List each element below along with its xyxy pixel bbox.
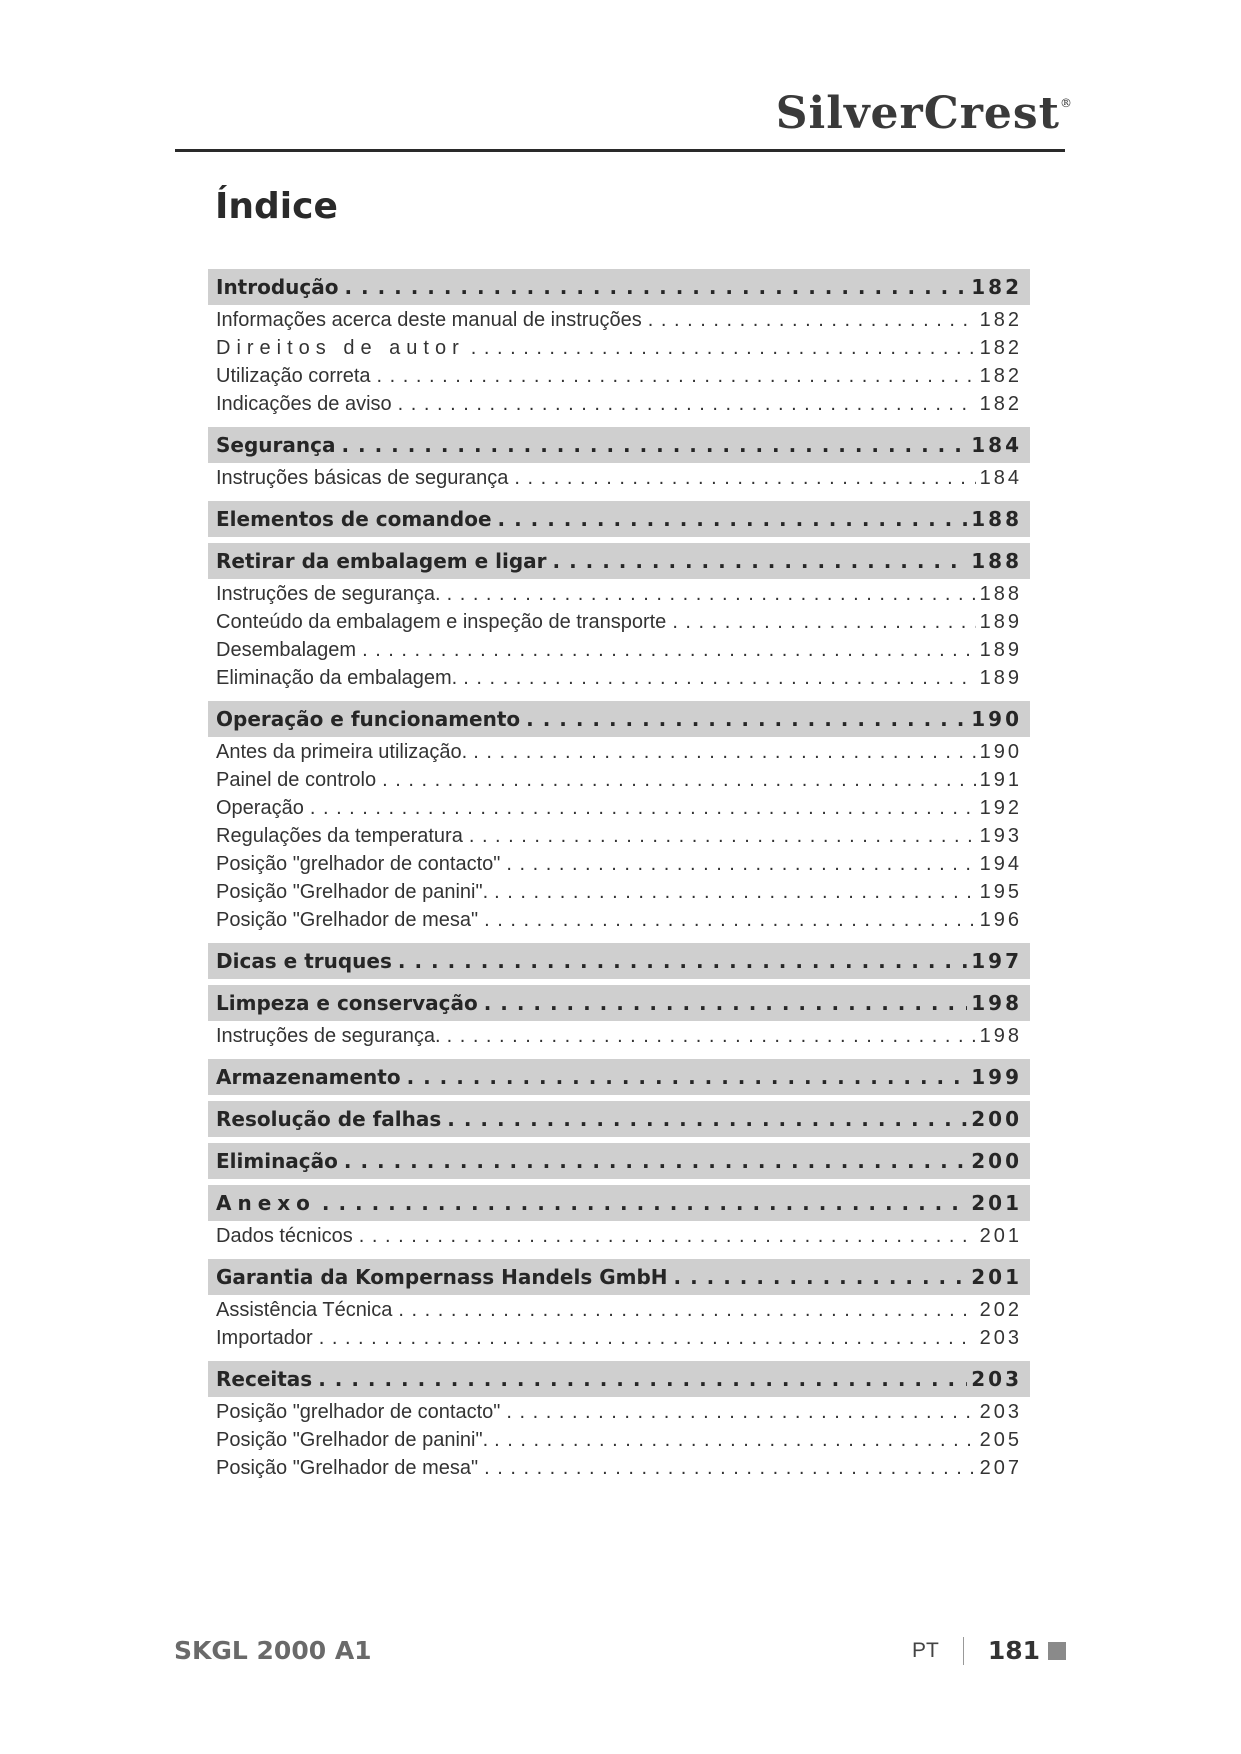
footer-page-number: 181 [987,1636,1040,1665]
toc-subsection-row[interactable] [208,741,1030,769]
toc-subsection-row[interactable] [208,583,1030,611]
toc-leader-dots [322,1191,967,1215]
toc-entry-page: 201 [971,1265,1022,1289]
toc-leader-dots [447,1107,967,1131]
toc-entry-title: Posição "Grelhador de mesa" [216,909,479,931]
toc-leader-dots [341,433,967,457]
toc-entry-page: 203 [971,1367,1022,1391]
brand-registered-mark: ® [1060,96,1073,110]
toc-subsection-row[interactable] [208,337,1030,365]
footer-square-icon [1048,1642,1066,1660]
toc-leader-dots [674,1265,968,1289]
toc-entry-page: 198 [979,1025,1022,1047]
toc-entry-page: 189 [979,639,1022,661]
toc-leader-dots [382,769,976,792]
toc-entry-page: 201 [971,1191,1022,1215]
toc-subsection-row[interactable] [208,881,1030,909]
toc-leader-dots [506,853,975,876]
toc-subsection-row[interactable] [208,909,1030,937]
toc-leader-dots [344,1149,967,1173]
toc-leader-dots [407,1065,968,1089]
toc-entry-page: 200 [971,1149,1022,1173]
toc-entry-title: Conteúdo da embalagem e inspeção de transporte [216,611,667,633]
toc-entry-page: 184 [971,433,1022,457]
toc-leader-dots [506,1401,975,1424]
toc-entry-page: 188 [971,507,1022,531]
toc-entry-title: Painel de controlo [216,769,377,791]
toc-entry-title: Limpeza e conservação [216,991,478,1015]
toc-leader-dots [398,393,976,416]
toc-entry-title: Importador [216,1327,313,1349]
toc-leader-dots [672,611,975,634]
toc-leader-dots [377,365,976,388]
toc-section-row[interactable] [208,427,1030,463]
toc-section-row[interactable] [208,943,1030,979]
toc-entry-page: 202 [979,1299,1022,1321]
toc-leader-dots [319,1327,976,1350]
toc-entry-page: 192 [979,797,1022,819]
toc-entry-page: 205 [979,1429,1022,1451]
toc-leader-dots [553,549,968,573]
toc-leader-dots [447,1025,976,1048]
toc-entry-title: Resolução de falhas [216,1107,442,1131]
brand-logo [776,88,1073,139]
toc-subsection-row[interactable] [208,1401,1030,1429]
toc-entry-title: Posição "Grelhador de panini". [216,881,489,903]
brand-name: SilverCrest [775,88,1060,139]
toc-section-row[interactable] [208,1259,1030,1295]
toc-leader-dots [447,583,976,606]
toc-entry-page: 196 [979,909,1022,931]
toc-leader-dots [498,507,968,531]
toc-entry-title: Introdução [216,275,339,299]
toc-entry-title: Informações acerca deste manual de instruções [216,309,642,331]
toc-subsection-row[interactable] [208,639,1030,667]
toc-leader-dots [484,1457,976,1480]
toc-section-row[interactable] [208,1185,1030,1221]
toc-leader-dots [473,741,975,764]
toc-leader-dots [526,707,967,731]
toc-entry-page: 195 [979,881,1022,903]
toc-subsection-row[interactable] [208,825,1030,853]
toc-leader-dots [359,1225,976,1248]
table-of-contents [208,263,1030,1485]
footer-model-number: SKGL 2000 A1 [174,1636,372,1665]
toc-subsection-row[interactable] [208,309,1030,337]
toc-subsection-row[interactable] [208,853,1030,881]
toc-entry-page: 191 [979,769,1022,791]
toc-entry-title: Posição "Grelhador de panini". [216,1429,489,1451]
toc-subsection-row[interactable] [208,1225,1030,1253]
footer-language: PT [911,1638,939,1662]
toc-entry-title: Posição "Grelhador de mesa" [216,1457,479,1479]
toc-leader-dots [648,309,976,332]
toc-entry-title: Utilização correta [216,365,371,387]
toc-section-row[interactable] [208,269,1030,305]
toc-entry-title: Assistência Técnica [216,1299,393,1321]
toc-entry-title: Elementos de comandoe [216,507,492,531]
toc-entry-title: Desembalagem [216,639,357,661]
toc-leader-dots [362,639,976,662]
toc-subsection-row[interactable] [208,769,1030,797]
toc-entry-title: Eliminação da embalagem. [216,667,458,689]
toc-entry-page: 190 [971,707,1022,731]
toc-entry-title: Receitas [216,1367,313,1391]
toc-subsection-row[interactable] [208,1429,1030,1457]
toc-entry-title: Direitos de autor [216,337,465,359]
toc-entry-title: Dicas e truques [216,949,392,973]
toc-entry-page: 189 [979,667,1022,689]
toc-subsection-row[interactable] [208,1327,1030,1355]
toc-entry-title: Posição "grelhador de contacto" [216,853,501,875]
toc-subsection-row[interactable] [208,797,1030,825]
toc-section-row[interactable] [208,701,1030,737]
toc-entry-title: Anexo [216,1191,316,1215]
toc-subsection-row[interactable] [208,365,1030,393]
toc-leader-dots [471,337,976,360]
toc-entry-title: Operação [216,797,304,819]
toc-leader-dots [494,881,975,904]
toc-entry-title: Eliminação [216,1149,338,1173]
toc-entry-page: 182 [979,365,1022,387]
toc-entry-title: Instruções de segurança. [216,583,441,605]
toc-leader-dots [398,1299,975,1322]
toc-subsection-row[interactable] [208,467,1030,495]
toc-section-row[interactable] [208,1361,1030,1397]
toc-entry-page: 182 [979,393,1022,415]
toc-entry-page: 189 [979,611,1022,633]
toc-entry-title: Garantia da Kompernass Handels GmbH [216,1265,668,1289]
toc-entry-title: Armazenamento [216,1065,401,1089]
toc-entry-title: Segurança [216,433,336,457]
toc-entry-title: Indicações de aviso [216,393,392,415]
toc-leader-dots [310,797,976,820]
toc-entry-page: 201 [979,1225,1022,1247]
toc-section-row[interactable] [208,1143,1030,1179]
toc-subsection-row[interactable] [208,611,1030,639]
footer-page-info [912,1636,1066,1665]
toc-leader-dots [345,275,968,299]
toc-entry-title: Dados técnicos [216,1225,353,1247]
toc-entry-title: Antes da primeira utilização. [216,741,468,763]
toc-leader-dots [484,991,968,1015]
toc-section-row[interactable] [208,501,1030,537]
toc-entry-page: 182 [979,337,1022,359]
toc-section-row[interactable] [208,1059,1030,1095]
toc-leader-dots [484,909,976,932]
toc-section-row[interactable] [208,543,1030,579]
toc-entry-title: Posição "grelhador de contacto" [216,1401,501,1423]
toc-entry-page: 190 [979,741,1022,763]
toc-entry-title: Instruções básicas de segurança [216,467,509,489]
toc-subsection-row[interactable] [208,1299,1030,1327]
toc-entry-page: 203 [979,1401,1022,1423]
toc-entry-page: 182 [979,309,1022,331]
toc-entry-page: 182 [971,275,1022,299]
toc-section-row[interactable] [208,1101,1030,1137]
header-rule [175,149,1065,152]
toc-section-row[interactable] [208,985,1030,1021]
toc-entry-page: 207 [979,1457,1022,1479]
toc-entry-page: 194 [979,853,1022,875]
footer-separator [963,1637,964,1665]
toc-entry-page: 193 [979,825,1022,847]
toc-subsection-row[interactable] [208,1457,1030,1485]
toc-entry-page: 188 [971,549,1022,573]
toc-entry-page: 200 [971,1107,1022,1131]
toc-entry-page: 197 [971,949,1022,973]
toc-entry-page: 203 [979,1327,1022,1349]
toc-leader-dots [469,825,976,848]
toc-leader-dots [398,949,967,973]
toc-leader-dots [318,1367,967,1391]
page-title: Índice [215,186,338,227]
toc-subsection-row[interactable] [208,393,1030,421]
toc-entry-title: Operação e funcionamento [216,707,521,731]
toc-entry-title: Regulações da temperatura [216,825,463,847]
toc-subsection-row[interactable] [208,1025,1030,1053]
toc-entry-title: Instruções de segurança. [216,1025,441,1047]
toc-entry-page: 198 [971,991,1022,1015]
toc-entry-title: Retirar da embalagem e ligar [216,549,547,573]
toc-entry-page: 184 [979,467,1022,489]
toc-entry-page: 199 [971,1065,1022,1089]
toc-leader-dots [494,1429,975,1452]
toc-leader-dots [463,667,975,690]
toc-subsection-row[interactable] [208,667,1030,695]
toc-entry-page: 188 [979,583,1022,605]
toc-leader-dots [514,467,975,490]
